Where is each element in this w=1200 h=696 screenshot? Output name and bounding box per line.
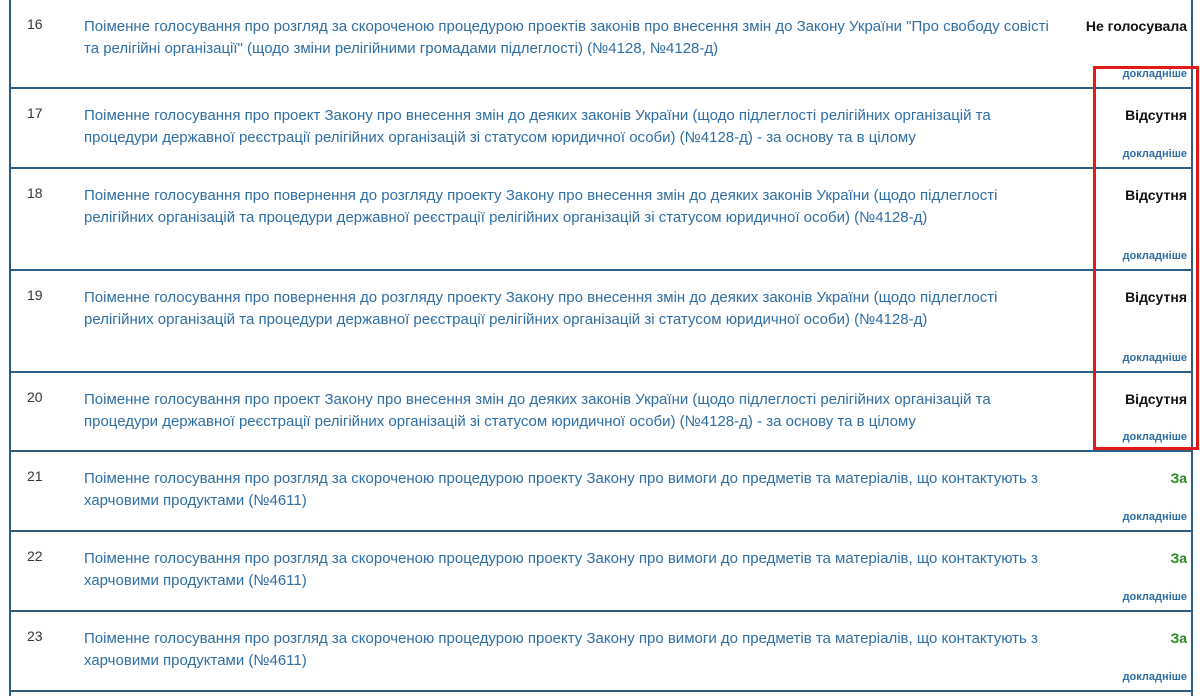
- more-details-link[interactable]: докладніше: [1122, 431, 1187, 443]
- vote-row-21: [11, 452, 1191, 532]
- vote-result: Відсутня: [1125, 391, 1187, 407]
- vote-title-link[interactable]: Поіменне голосування про розгляд за скороченою процедурою проекту Закону про вимоги до предметів та матеріалів, що контактують з харчовими продуктами (№4611): [84, 470, 1038, 509]
- more-details-link[interactable]: докладніше: [1122, 352, 1187, 364]
- vote-title-link[interactable]: Поіменне голосування про розгляд за скороченою процедурою проекту Закону про вимоги до предметів та матеріалів, що контактують з харчовими продуктами (№4611): [84, 550, 1038, 589]
- vote-number: 21: [27, 468, 43, 484]
- vote-result: Відсутня: [1125, 289, 1187, 305]
- more-details-link[interactable]: докладніше: [1122, 68, 1187, 80]
- vote-title-link[interactable]: Поіменне голосування про проект Закону про внесення змін до деяких законів України (щодо підлеглості релігійних організацій та процедури державної реєстрації релігійних організацій зі статусом юридичної особи) (№4128-д) - за основу та в цілому: [84, 107, 991, 146]
- vote-result: За: [1170, 550, 1187, 566]
- more-details-link[interactable]: докладніше: [1122, 671, 1187, 683]
- vote-row-17: [11, 89, 1191, 169]
- vote-result: Відсутня: [1125, 107, 1187, 123]
- vote-result: За: [1170, 470, 1187, 486]
- vote-title-link[interactable]: Поіменне голосування про розгляд за скороченою процедурою проектів законів про внесення змін до Закону України "Про свободу совісті та релігійні організації" (щодо зміни релігійними громадами підлеглості) (№4128, №4128-д): [84, 18, 1049, 57]
- vote-number: 22: [27, 548, 43, 564]
- vote-title-link[interactable]: Поіменне голосування про проект Закону про внесення змін до деяких законів України (щодо підлеглості релігійних організацій та процедури державної реєстрації релігійних організацій зі статусом юридичної особи) (№4128-д) - за основу та в цілому: [84, 391, 991, 430]
- vote-number: 19: [27, 287, 43, 303]
- vote-number: 18: [27, 185, 43, 201]
- vote-result: За: [1170, 630, 1187, 646]
- vote-number: 17: [27, 105, 43, 121]
- vote-number: 20: [27, 389, 43, 405]
- more-details-link[interactable]: докладніше: [1122, 511, 1187, 523]
- vote-title-link[interactable]: Поіменне голосування про повернення до розгляду проекту Закону про внесення змін до деяких законів України (щодо підлеглості релігійних організацій та процедури державної реєстрації релігійних організацій зі статусом юридичної особи) (№4128-д): [84, 187, 998, 226]
- vote-title-link[interactable]: Поіменне голосування про повернення до розгляду проекту Закону про внесення змін до деяких законів України (щодо підлеглості релігійних організацій та процедури державної реєстрації релігійних організацій зі статусом юридичної особи) (№4128-д): [84, 289, 998, 328]
- vote-number: 23: [27, 628, 43, 644]
- vote-row-23: [11, 612, 1191, 692]
- more-details-link[interactable]: докладніше: [1122, 250, 1187, 262]
- vote-title-link[interactable]: Поіменне голосування про розгляд за скороченою процедурою проекту Закону про вимоги до предметів та матеріалів, що контактують з харчовими продуктами (№4611): [84, 630, 1038, 669]
- vote-row-16: [11, 0, 1191, 89]
- vote-row-19: [11, 271, 1191, 373]
- vote-row-18: [11, 169, 1191, 271]
- vote-result: Відсутня: [1125, 187, 1187, 203]
- vote-row-22: [11, 532, 1191, 612]
- vote-result: Не голосувала: [1085, 18, 1187, 34]
- more-details-link[interactable]: докладніше: [1122, 148, 1187, 160]
- more-details-link[interactable]: докладніше: [1122, 591, 1187, 603]
- vote-number: 16: [27, 16, 43, 32]
- votes-table: [9, 0, 1193, 696]
- vote-row-20: [11, 373, 1191, 452]
